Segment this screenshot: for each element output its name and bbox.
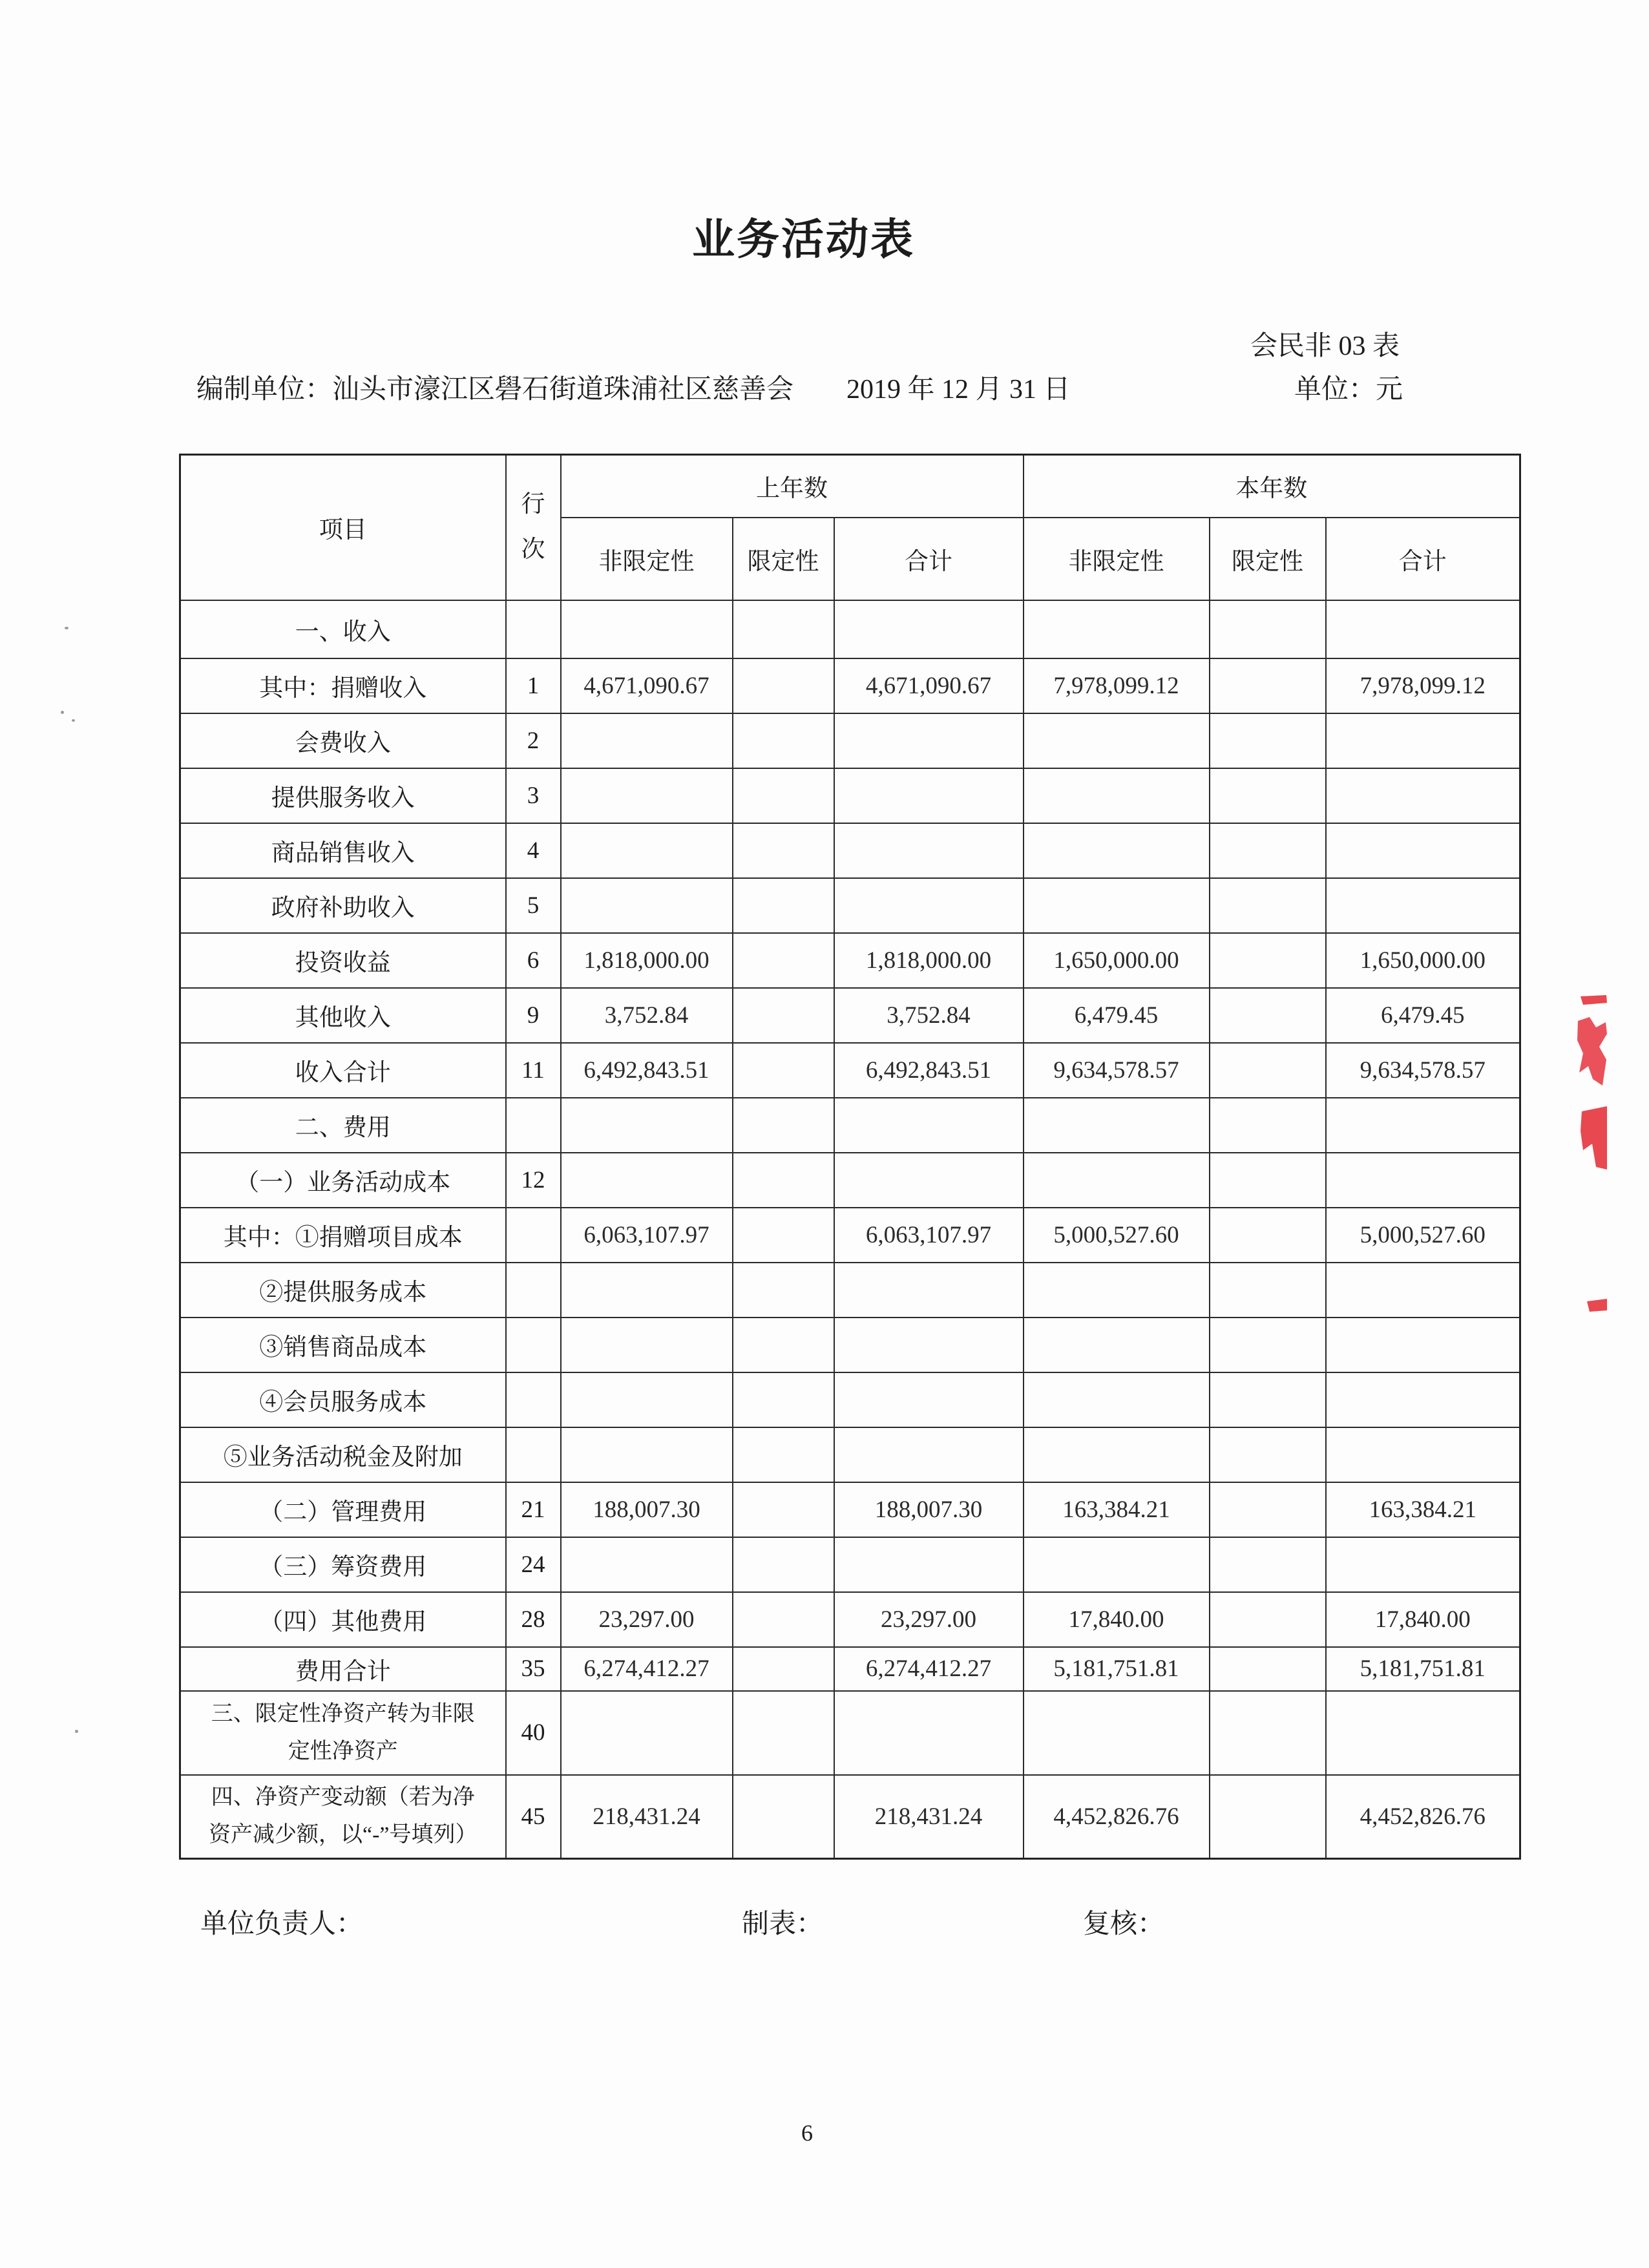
table-row	[180, 1537, 1520, 1592]
current-restricted-cell	[1210, 1043, 1326, 1098]
prior-total-cell	[834, 823, 1024, 878]
current-restricted-cell	[1210, 1372, 1326, 1427]
line-number-cell	[506, 600, 561, 658]
footer-unit-head: 单位负责人：	[200, 1909, 364, 1939]
prior-unrestricted-cell	[561, 1537, 733, 1592]
current-unrestricted-cell	[1024, 1318, 1210, 1372]
prior-unrestricted-cell	[561, 713, 733, 768]
line-number-cell: 12	[506, 1153, 561, 1208]
line-number-cell: 45	[506, 1775, 561, 1859]
line-number-cell: 35	[506, 1647, 561, 1691]
prior-total-cell: 1,818,000.00	[834, 933, 1024, 988]
current-total-cell: 6,479.45	[1326, 988, 1520, 1043]
prior-restricted-cell	[733, 1153, 834, 1208]
prior-unrestricted-cell	[561, 1263, 733, 1318]
table-row	[180, 1153, 1520, 1208]
current-unrestricted-cell	[1024, 1153, 1210, 1208]
prior-restricted-cell	[733, 878, 834, 933]
item-cell: （二）管理费用	[180, 1482, 506, 1537]
item-cell: 其中：捐赠收入	[180, 658, 506, 713]
current-total-cell	[1326, 878, 1520, 933]
table-row	[180, 1647, 1520, 1691]
prior-restricted-cell	[733, 1592, 834, 1647]
seal-stamp-fragments	[1570, 989, 1615, 1325]
seal-fragment	[1587, 1299, 1607, 1312]
line-number-cell: 11	[506, 1043, 561, 1098]
prior-unrestricted-cell: 188,007.30	[561, 1482, 733, 1537]
table-row	[180, 768, 1520, 823]
business-activity-table	[179, 454, 1521, 1860]
prior-total-cell	[834, 600, 1024, 658]
scan-speck	[72, 719, 75, 722]
prior-unrestricted-cell	[561, 1318, 733, 1372]
current-unrestricted-cell	[1024, 1691, 1210, 1775]
column-header-prior-year: 上年数	[561, 455, 1024, 518]
prior-restricted-cell	[733, 1691, 834, 1775]
current-unrestricted-cell	[1024, 713, 1210, 768]
column-header-prior-unrestricted: 非限定性	[561, 518, 733, 600]
form-code: 会民非 03 表	[1250, 331, 1400, 361]
current-restricted-cell	[1210, 658, 1326, 713]
current-unrestricted-cell	[1024, 1427, 1210, 1482]
prior-restricted-cell	[733, 1647, 834, 1691]
item-line: 三、限定性净资产转为非限	[211, 1701, 475, 1726]
current-unrestricted-cell	[1024, 768, 1210, 823]
prior-total-cell: 188,007.30	[834, 1482, 1024, 1537]
current-unrestricted-cell	[1024, 600, 1210, 658]
current-restricted-cell	[1210, 1098, 1326, 1153]
prior-unrestricted-cell	[561, 1372, 733, 1427]
current-restricted-cell	[1210, 1647, 1326, 1691]
current-total-cell: 5,181,751.81	[1326, 1647, 1520, 1691]
prior-total-cell	[834, 1537, 1024, 1592]
current-total-cell	[1326, 768, 1520, 823]
prior-restricted-cell	[733, 1263, 834, 1318]
item-line: 定性净资产	[288, 1739, 398, 1763]
current-restricted-cell	[1210, 988, 1326, 1043]
table-row	[180, 1482, 1520, 1537]
current-restricted-cell	[1210, 1153, 1326, 1208]
prior-total-cell: 3,752.84	[834, 988, 1024, 1043]
item-cell: 收入合计	[180, 1043, 506, 1098]
prior-total-cell: 4,671,090.67	[834, 658, 1024, 713]
table-row	[180, 1427, 1520, 1482]
current-unrestricted-cell	[1024, 1098, 1210, 1153]
item-cell: ⑤业务活动税金及附加	[180, 1427, 506, 1482]
prior-total-cell: 23,297.00	[834, 1592, 1024, 1647]
current-restricted-cell	[1210, 1482, 1326, 1537]
current-unrestricted-cell	[1024, 1372, 1210, 1427]
line-number-cell: 40	[506, 1691, 561, 1775]
line-number-cell	[506, 1318, 561, 1372]
prior-unrestricted-cell: 1,818,000.00	[561, 933, 733, 988]
prior-restricted-cell	[733, 1318, 834, 1372]
table-row	[180, 1691, 1520, 1775]
current-total-cell: 5,000,527.60	[1326, 1208, 1520, 1263]
column-header-current-restricted: 限定性	[1210, 518, 1326, 600]
current-total-cell	[1326, 1098, 1520, 1153]
prior-restricted-cell	[733, 1427, 834, 1482]
prior-total-cell	[834, 1372, 1024, 1427]
prior-unrestricted-cell: 6,492,843.51	[561, 1043, 733, 1098]
current-total-cell	[1326, 1263, 1520, 1318]
table-row	[180, 1263, 1520, 1318]
scan-speck	[65, 627, 68, 629]
prior-unrestricted-cell	[561, 823, 733, 878]
currency-unit: 单位：元	[1294, 375, 1403, 404]
line-number-cell: 28	[506, 1592, 561, 1647]
table-row	[180, 1208, 1520, 1263]
table-row	[180, 1098, 1520, 1153]
current-total-cell	[1326, 1427, 1520, 1482]
prior-unrestricted-cell: 23,297.00	[561, 1592, 733, 1647]
current-restricted-cell	[1210, 823, 1326, 878]
table-row	[180, 823, 1520, 878]
current-restricted-cell	[1210, 1208, 1326, 1263]
current-total-cell: 1,650,000.00	[1326, 933, 1520, 988]
item-cell: 投资收益	[180, 933, 506, 988]
item-cell: 二、费用	[180, 1098, 506, 1153]
prior-unrestricted-cell	[561, 600, 733, 658]
scan-speck	[61, 711, 64, 714]
prior-unrestricted-cell: 6,063,107.97	[561, 1208, 733, 1263]
current-restricted-cell	[1210, 1537, 1326, 1592]
current-restricted-cell	[1210, 1592, 1326, 1647]
current-unrestricted-cell: 4,452,826.76	[1024, 1775, 1210, 1859]
table-row	[180, 600, 1520, 658]
prior-restricted-cell	[733, 1482, 834, 1537]
prior-unrestricted-cell: 3,752.84	[561, 988, 733, 1043]
table-row	[180, 878, 1520, 933]
prior-unrestricted-cell: 4,671,090.67	[561, 658, 733, 713]
item-cell: 商品销售收入	[180, 823, 506, 878]
current-restricted-cell	[1210, 1263, 1326, 1318]
prior-unrestricted-cell	[561, 878, 733, 933]
report-title: 业务活动表	[692, 216, 915, 264]
prior-restricted-cell	[733, 1775, 834, 1859]
column-header-item: 项目	[180, 455, 506, 600]
report-date: 2019 年 12 月 31 日	[846, 375, 1071, 404]
table-row	[180, 1372, 1520, 1427]
current-unrestricted-cell	[1024, 823, 1210, 878]
current-restricted-cell	[1210, 600, 1326, 658]
item-cell: 其中：①捐赠项目成本	[180, 1208, 506, 1263]
prior-total-cell	[834, 1263, 1024, 1318]
prior-total-cell: 6,274,412.27	[834, 1647, 1024, 1691]
footer-preparer: 制表：	[742, 1909, 824, 1939]
line-number-cell: 21	[506, 1482, 561, 1537]
item-cell: 政府补助收入	[180, 878, 506, 933]
current-total-cell	[1326, 1691, 1520, 1775]
seal-fragment	[1581, 1106, 1607, 1170]
item-line: 资产减少额，以“-”号填列）	[208, 1823, 478, 1847]
prior-total-cell	[834, 1098, 1024, 1153]
current-total-cell: 9,634,578.57	[1326, 1043, 1520, 1098]
prior-total-cell	[834, 1318, 1024, 1372]
line-number-cell: 6	[506, 933, 561, 988]
current-unrestricted-cell: 1,650,000.00	[1024, 933, 1210, 988]
current-total-cell: 17,840.00	[1326, 1592, 1520, 1647]
current-total-cell: 7,978,099.12	[1326, 658, 1520, 713]
item-cell	[180, 1691, 506, 1775]
prior-restricted-cell	[733, 713, 834, 768]
current-unrestricted-cell: 5,181,751.81	[1024, 1647, 1210, 1691]
current-restricted-cell	[1210, 768, 1326, 823]
scan-speck	[75, 1730, 78, 1733]
line-number-cell: 24	[506, 1537, 561, 1592]
item-cell: （三）筹资费用	[180, 1537, 506, 1592]
table-row	[180, 1592, 1520, 1647]
table-row	[180, 1318, 1520, 1372]
current-total-cell: 4,452,826.76	[1326, 1775, 1520, 1859]
column-header-current-year: 本年数	[1024, 455, 1520, 518]
line-number-cell	[506, 1263, 561, 1318]
current-total-cell	[1326, 1153, 1520, 1208]
current-restricted-cell	[1210, 1318, 1326, 1372]
table-row	[180, 1043, 1520, 1098]
table-row	[180, 658, 1520, 713]
line-number-cell	[506, 1098, 561, 1153]
item-cell: ③销售商品成本	[180, 1318, 506, 1372]
current-total-cell	[1326, 1318, 1520, 1372]
table-row	[180, 713, 1520, 768]
prior-restricted-cell	[733, 1043, 834, 1098]
current-total-cell: 163,384.21	[1326, 1482, 1520, 1537]
prior-restricted-cell	[733, 1372, 834, 1427]
item-cell	[180, 1775, 506, 1859]
prior-unrestricted-cell	[561, 1691, 733, 1775]
prior-total-cell	[834, 1691, 1024, 1775]
current-unrestricted-cell: 7,978,099.12	[1024, 658, 1210, 713]
page-number: 6	[801, 2120, 813, 2146]
compiler-unit: 编制单位：汕头市濠江区礐石街道珠浦社区慈善会	[196, 375, 794, 404]
prior-total-cell	[834, 768, 1024, 823]
footer-reviewer: 复核：	[1083, 1909, 1165, 1939]
prior-total-cell	[834, 878, 1024, 933]
line-number-cell: 5	[506, 878, 561, 933]
current-unrestricted-cell	[1024, 1263, 1210, 1318]
item-cell: 一、收入	[180, 600, 506, 658]
prior-restricted-cell	[733, 1537, 834, 1592]
item-cell: ②提供服务成本	[180, 1263, 506, 1318]
current-unrestricted-cell: 5,000,527.60	[1024, 1208, 1210, 1263]
current-total-cell	[1326, 1537, 1520, 1592]
line-number-header-char: 次	[521, 536, 545, 563]
current-restricted-cell	[1210, 713, 1326, 768]
column-header-current-unrestricted: 非限定性	[1024, 518, 1210, 600]
line-number-cell: 2	[506, 713, 561, 768]
prior-total-cell	[834, 713, 1024, 768]
prior-restricted-cell	[733, 1098, 834, 1153]
current-total-cell	[1326, 1372, 1520, 1427]
item-line: 四、净资产变动额（若为净	[211, 1785, 475, 1810]
prior-total-cell: 6,063,107.97	[834, 1208, 1024, 1263]
table-row	[180, 988, 1520, 1043]
item-cell: （四）其他费用	[180, 1592, 506, 1647]
prior-total-cell	[834, 1153, 1024, 1208]
current-unrestricted-cell	[1024, 1537, 1210, 1592]
prior-unrestricted-cell: 6,274,412.27	[561, 1647, 733, 1691]
current-total-cell	[1326, 713, 1520, 768]
current-unrestricted-cell: 163,384.21	[1024, 1482, 1210, 1537]
current-total-cell	[1326, 823, 1520, 878]
column-header-line-number	[506, 455, 561, 600]
current-unrestricted-cell: 6,479.45	[1024, 988, 1210, 1043]
prior-unrestricted-cell	[561, 768, 733, 823]
prior-restricted-cell	[733, 933, 834, 988]
current-total-cell	[1326, 600, 1520, 658]
current-restricted-cell	[1210, 1775, 1326, 1859]
line-number-cell: 4	[506, 823, 561, 878]
prior-unrestricted-cell	[561, 1427, 733, 1482]
line-number-cell	[506, 1427, 561, 1482]
line-number-cell: 3	[506, 768, 561, 823]
item-cell: 费用合计	[180, 1647, 506, 1691]
item-cell: 提供服务收入	[180, 768, 506, 823]
table-row	[180, 933, 1520, 988]
table-row	[180, 1775, 1520, 1859]
item-cell: 其他收入	[180, 988, 506, 1043]
prior-total-cell: 6,492,843.51	[834, 1043, 1024, 1098]
item-cell: （一）业务活动成本	[180, 1153, 506, 1208]
prior-unrestricted-cell	[561, 1153, 733, 1208]
current-restricted-cell	[1210, 1691, 1326, 1775]
line-number-cell: 1	[506, 658, 561, 713]
prior-restricted-cell	[733, 658, 834, 713]
prior-unrestricted-cell	[561, 1098, 733, 1153]
prior-total-cell: 218,431.24	[834, 1775, 1024, 1859]
current-unrestricted-cell: 17,840.00	[1024, 1592, 1210, 1647]
prior-restricted-cell	[733, 600, 834, 658]
prior-restricted-cell	[733, 823, 834, 878]
column-header-prior-restricted: 限定性	[733, 518, 834, 600]
current-unrestricted-cell: 9,634,578.57	[1024, 1043, 1210, 1098]
current-restricted-cell	[1210, 933, 1326, 988]
current-restricted-cell	[1210, 878, 1326, 933]
line-number-cell	[506, 1208, 561, 1263]
prior-restricted-cell	[733, 768, 834, 823]
header-row	[180, 455, 1520, 518]
column-header-current-total: 合计	[1326, 518, 1520, 600]
prior-restricted-cell	[733, 988, 834, 1043]
current-unrestricted-cell	[1024, 878, 1210, 933]
line-number-header-char: 行	[521, 491, 545, 518]
prior-total-cell	[834, 1427, 1024, 1482]
prior-unrestricted-cell: 218,431.24	[561, 1775, 733, 1859]
line-number-cell: 9	[506, 988, 561, 1043]
item-cell: ④会员服务成本	[180, 1372, 506, 1427]
column-header-prior-total: 合计	[834, 518, 1024, 600]
seal-fragment	[1581, 995, 1607, 1005]
prior-restricted-cell	[733, 1208, 834, 1263]
line-number-cell	[506, 1372, 561, 1427]
current-restricted-cell	[1210, 1427, 1326, 1482]
item-cell: 会费收入	[180, 713, 506, 768]
seal-fragment	[1577, 1017, 1607, 1086]
